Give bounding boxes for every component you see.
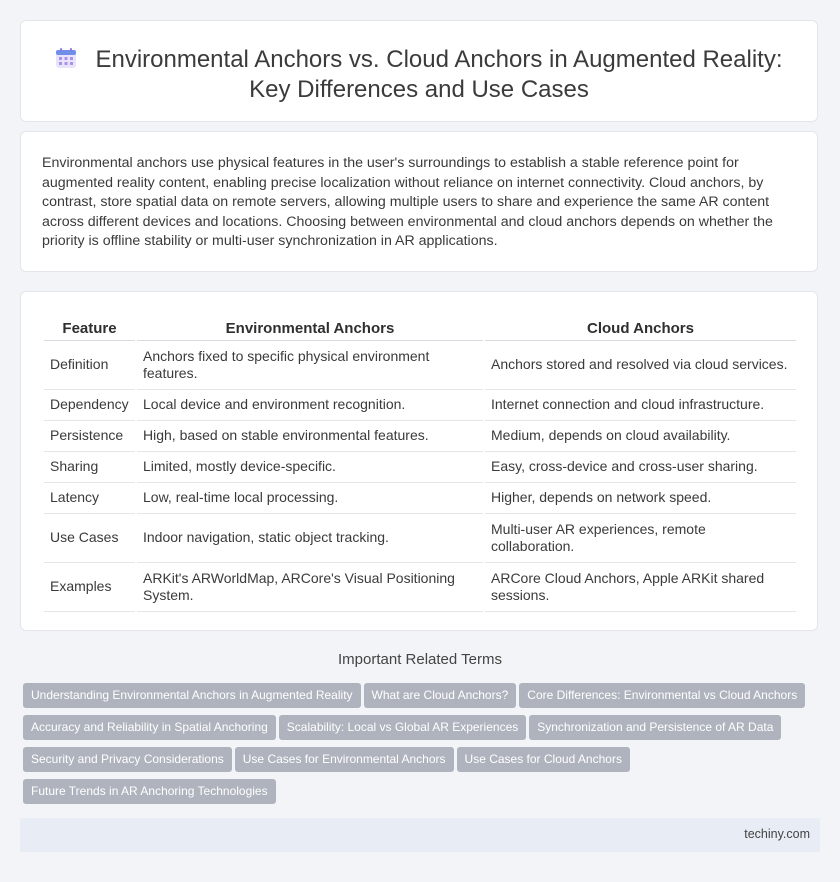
related-terms-list (23, 683, 823, 811)
calendar-icon (55, 47, 77, 69)
related-term-tag[interactable]: Core Differences: Environmental vs Cloud Anchors (519, 683, 805, 708)
table-row (44, 483, 796, 514)
cell-cloud: Higher, depends on network speed. (485, 483, 796, 514)
table-row (44, 452, 796, 483)
cell-feature: Examples (44, 563, 135, 612)
related-term-tag[interactable]: Synchronization and Persistence of AR Data (529, 715, 781, 740)
related-term-tag[interactable]: Accuracy and Reliability in Spatial Anchoring (23, 715, 276, 740)
intro-text: Environmental anchors use physical features in the user's surroundings to establish a stable reference point for augmented reality content, enabling precise localization without reliance on internet connectivity. Cloud anchors, by contrast, store spatial data on remote servers, allowing multiple users to share and experience the same AR content across different devices and locations. Choosing between environmental and cloud anchors depends on whether the priority is offline stability or multi-user synchronization in AR applications. (42, 155, 773, 250)
table-row (44, 421, 796, 452)
title-line-1: Environmental Anchors vs. Cloud Anchors in Augmented Reality: (95, 46, 783, 73)
comparison-card (20, 291, 818, 631)
cell-cloud: Anchors stored and resolved via cloud services. (485, 341, 796, 390)
header-feature: Feature (44, 316, 135, 341)
header-card (20, 20, 818, 122)
header-environmental: Environmental Anchors (137, 316, 483, 341)
related-term-tag[interactable]: What are Cloud Anchors? (364, 683, 517, 708)
intro-card (20, 131, 818, 272)
cell-environmental: Limited, mostly device-specific. (137, 452, 483, 483)
cell-feature: Sharing (44, 452, 135, 483)
related-term-tag[interactable]: Scalability: Local vs Global AR Experiences (279, 715, 526, 740)
footer (20, 818, 820, 852)
page-title (21, 45, 817, 105)
cell-feature: Latency (44, 483, 135, 514)
related-term-tag[interactable]: Use Cases for Cloud Anchors (457, 747, 630, 772)
header-cloud: Cloud Anchors (485, 316, 796, 341)
cell-cloud: Internet connection and cloud infrastructure. (485, 390, 796, 421)
cell-environmental: ARKit's ARWorldMap, ARCore's Visual Positioning System. (137, 563, 483, 612)
cell-cloud: Medium, depends on cloud availability. (485, 421, 796, 452)
related-term-tag[interactable]: Security and Privacy Considerations (23, 747, 232, 772)
cell-feature: Definition (44, 341, 135, 390)
related-term-tag[interactable]: Use Cases for Environmental Anchors (235, 747, 454, 772)
comparison-table (42, 316, 798, 612)
related-term-tag[interactable]: Understanding Environmental Anchors in Augmented Reality (23, 683, 361, 708)
cell-cloud: Easy, cross-device and cross-user sharing. (485, 452, 796, 483)
cell-environmental: Low, real-time local processing. (137, 483, 483, 514)
cell-feature: Use Cases (44, 514, 135, 563)
related-term-tag[interactable]: Future Trends in AR Anchoring Technologies (23, 779, 276, 804)
table-row (44, 390, 796, 421)
cell-environmental: Indoor navigation, static object tracking. (137, 514, 483, 563)
footer-brand-link[interactable]: techiny.com (744, 827, 810, 841)
table-row (44, 563, 796, 612)
cell-environmental: Local device and environment recognition. (137, 390, 483, 421)
cell-environmental: High, based on stable environmental features. (137, 421, 483, 452)
cell-feature: Persistence (44, 421, 135, 452)
table-row (44, 341, 796, 390)
cell-cloud: Multi-user AR experiences, remote collaboration. (485, 514, 796, 563)
cell-environmental: Anchors fixed to specific physical environment features. (137, 341, 483, 390)
title-line-2: Key Differences and Use Cases (249, 76, 589, 103)
table-row (44, 514, 796, 563)
cell-cloud: ARCore Cloud Anchors, Apple ARKit shared sessions. (485, 563, 796, 612)
related-terms-title: Important Related Terms (338, 651, 502, 668)
cell-feature: Dependency (44, 390, 135, 421)
table-header-row (44, 316, 796, 341)
